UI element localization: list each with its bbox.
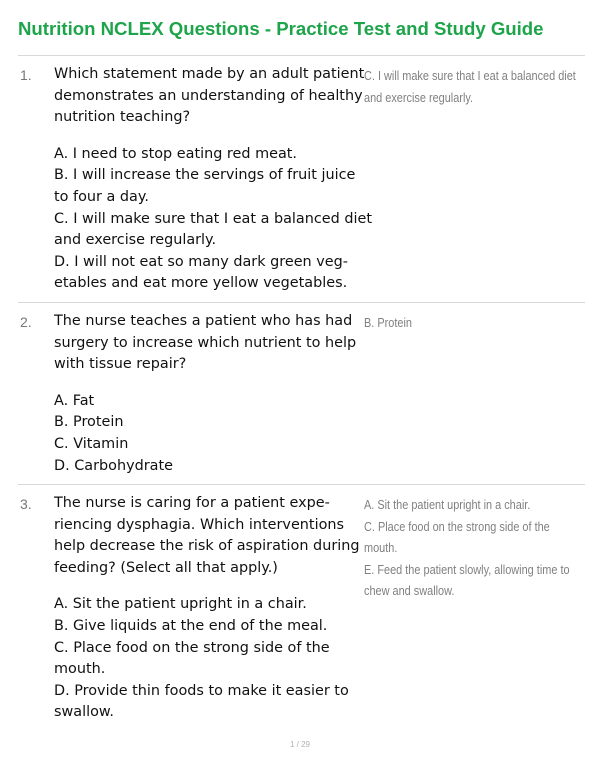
answer-option-b: B. Protein xyxy=(54,414,124,431)
answer-option-d: D. Provide thin foods to make it easier to swallow. xyxy=(54,682,349,721)
correct-answer xyxy=(364,494,578,602)
answer-option-a: A. Fat xyxy=(54,392,95,409)
correct-answer-text: A. Sit the patient upright in a chair. xyxy=(364,497,531,512)
question-stem: Which statement made by an adult patient demonstrates an understanding of healthy nutrition teaching? xyxy=(54,66,365,126)
question-divider xyxy=(18,302,585,303)
answer-option-a: A. I need to stop eating red meat. xyxy=(54,145,297,162)
question-item-3 xyxy=(18,484,585,721)
correct-answer xyxy=(364,312,578,334)
question-body xyxy=(54,311,372,477)
question-stem: The nurse is caring for a patient experiencing dysphagia. Which interventions help decrease the risk of aspiration during feeding? (Select all that apply.) xyxy=(54,495,360,576)
question-number: 1. xyxy=(20,67,32,83)
answer-option-b: B. I will increase the servings of fruit juice to four a day. xyxy=(54,167,356,205)
question-body xyxy=(54,64,372,295)
correct-answer-text: B. Protein xyxy=(364,315,412,330)
correct-answer-text: C. Place food on the strong side of the mouth. xyxy=(364,518,550,556)
answer-option-d: D. I will not eat so many dark green vegetables and eat more yellow vegetables. xyxy=(54,253,348,292)
question-number: 3. xyxy=(20,496,32,512)
answer-option-a: A. Sit the patient upright in a chair. xyxy=(54,596,307,613)
answer-option-b: B. Give liquids at the end of the meal. xyxy=(54,617,328,634)
question-divider xyxy=(18,484,585,485)
answer-option-c: C. Place food on the strong side of the mouth. xyxy=(54,639,330,678)
question-stem: The nurse teaches a patient who has had surgery to increase which nutrient to help with tissue repair? xyxy=(54,313,357,373)
answer-option-c: C. Vitamin xyxy=(54,435,129,452)
correct-answer-text: E. Feed the patient slowly, allowing time to chew and swallow. xyxy=(364,561,570,599)
question-body xyxy=(54,493,372,724)
answer-option-d: D. Carbohydrate xyxy=(54,457,173,474)
page-title: Nutrition NCLEX Questions - Practice Test and Study Guide xyxy=(18,18,544,39)
page-indicator: 1 / 29 xyxy=(289,740,310,749)
question-item-1 xyxy=(18,55,585,292)
question-divider xyxy=(18,55,585,56)
question-number: 2. xyxy=(20,314,32,330)
correct-answer-text: C. I will make sure that I eat a balanced diet and exercise regularly. xyxy=(364,68,576,105)
question-item-2 xyxy=(18,302,585,474)
answer-option-c: C. I will make sure that I eat a balanced diet and exercise regularly. xyxy=(54,210,372,249)
correct-answer xyxy=(364,65,578,108)
